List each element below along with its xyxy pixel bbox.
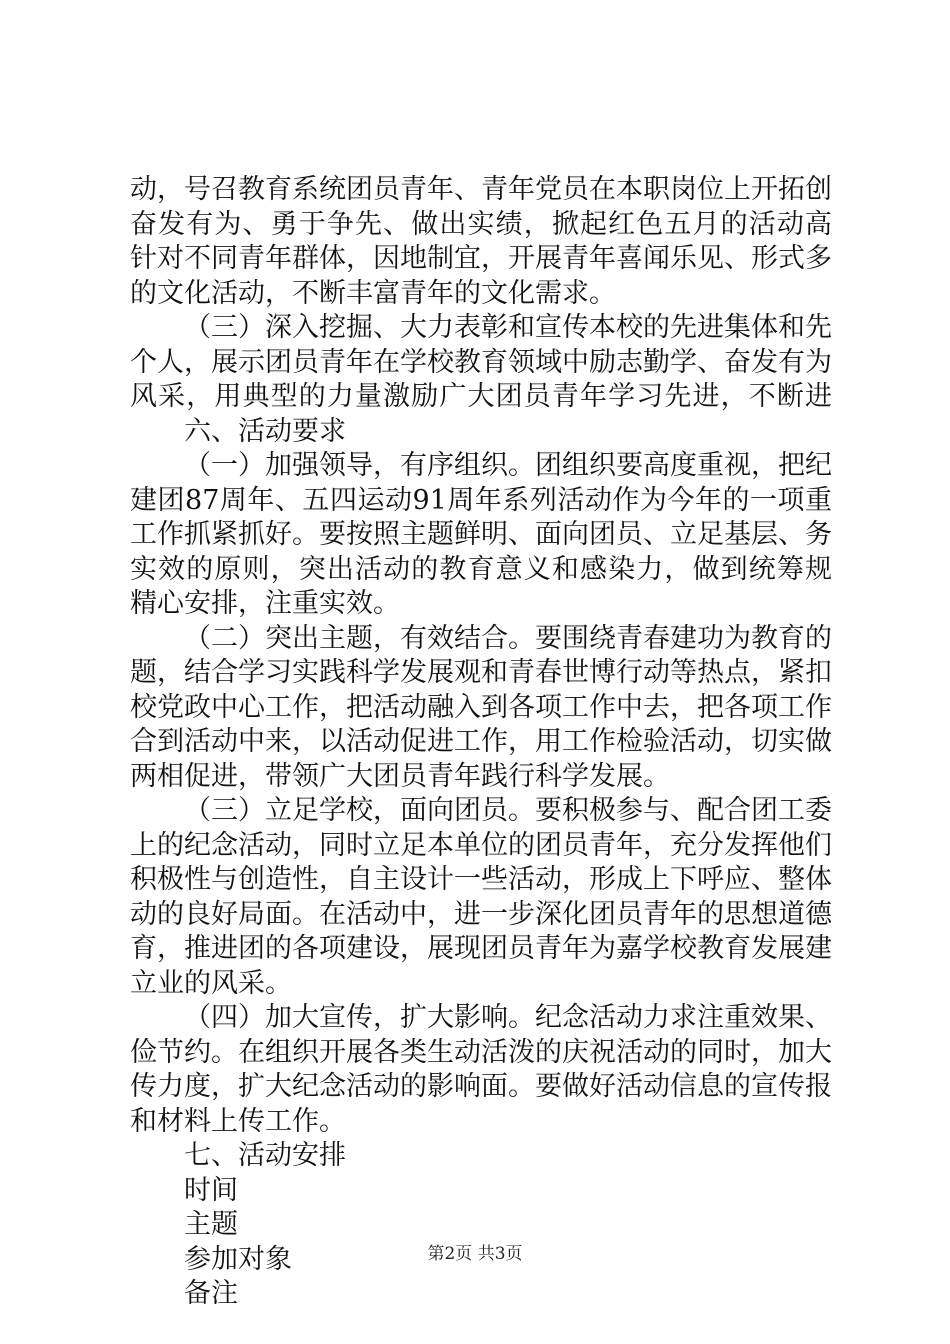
text-line: 工作抓紧抓好。要按照主题鲜明、面向团员、立足基层、务 (130, 519, 832, 550)
text-line: 积极性与创造性，自主设计一些活动，形成上下呼应、整体 (130, 864, 832, 895)
text-line: 精心安排，注重实效。 (130, 588, 400, 619)
text-line: 题，结合学习实践科学发展观和青春世博行动等热点，紧扣 (130, 657, 832, 688)
text-line: 立业的风采。 (130, 967, 292, 999)
text-line: 校党政中心工作，把活动融入到各项工作中去，把各项工作 (130, 691, 832, 723)
text-line: 合到活动中来，以活动促进工作，用工作检验活动，切实做 (130, 726, 832, 757)
text-line: 的文化活动，不断丰富青年的文化需求。 (130, 277, 616, 309)
text-line: 针对不同青年群体，因地制宜，开展青年喜闻乐见、形式多 (130, 243, 832, 274)
text-line: 和材料上传工作。 (130, 1105, 346, 1137)
text-line: 上的纪念活动，同时立足本单位的团员青年，充分发挥他们 (130, 829, 832, 861)
document-body (130, 173, 832, 1312)
text-line: 动，号召教育系统团员青年、青年党员在本职岗位上开拓创 (130, 174, 832, 205)
text-line: 传力度，扩大纪念活动的影响面。要做好活动信息的宣传报 (130, 1071, 832, 1102)
text-line: 动的良好局面。在活动中，进一步深化团员青年的思想道德 (130, 898, 832, 930)
text-line: 两相促进，带领广大团员青年践行科学发展。 (130, 760, 670, 792)
text-line: 奋发有为、勇于争先、做出实绩，掀起红色五月的活动高 (130, 208, 832, 240)
text-line: 七、活动安排 (184, 1140, 346, 1171)
text-line: （三）立足学校，面向团员。要积极参与、配合团工委 (184, 795, 832, 826)
text-line: 备注 (184, 1278, 238, 1309)
text-line: 六、活动要求 (184, 415, 346, 447)
text-line: （一）加强领导，有序组织。团组织要高度重视，把纪 (184, 450, 832, 481)
text-line: 实效的原则，突出活动的教育意义和感染力，做到统筹规 (130, 553, 832, 585)
text-line: 建团87周年、五四运动91周年系列活动作为今年的一项重 (130, 484, 832, 516)
text-line: 个人，展示团员青年在学校教育领域中励志勤学、奋发有为 (130, 346, 832, 378)
text-line: 风采，用典型的力量激励广大团员青年学习先进，不断进 (130, 381, 832, 412)
text-line: 俭节约。在组织开展各类生动活泼的庆祝活动的同时，加大 (130, 1036, 832, 1068)
text-line: 主题 (184, 1209, 238, 1240)
text-line: （三）深入挖掘、大力表彰和宣传本校的先进集体和先 (184, 312, 832, 343)
text-line: 育，推进团的各项建设，展现团员青年为嘉学校教育发展建 (130, 933, 832, 964)
text-line: （四）加大宣传，扩大影响。纪念活动力求注重效果、 (184, 1002, 832, 1033)
page-footer: 第2页 共3页 (427, 1244, 523, 1264)
text-line: （二）突出主题，有效结合。要围绕青春建功为教育的 (184, 622, 832, 654)
text-line: 参加对象 (184, 1243, 292, 1275)
text-line: 时间 (184, 1174, 238, 1206)
